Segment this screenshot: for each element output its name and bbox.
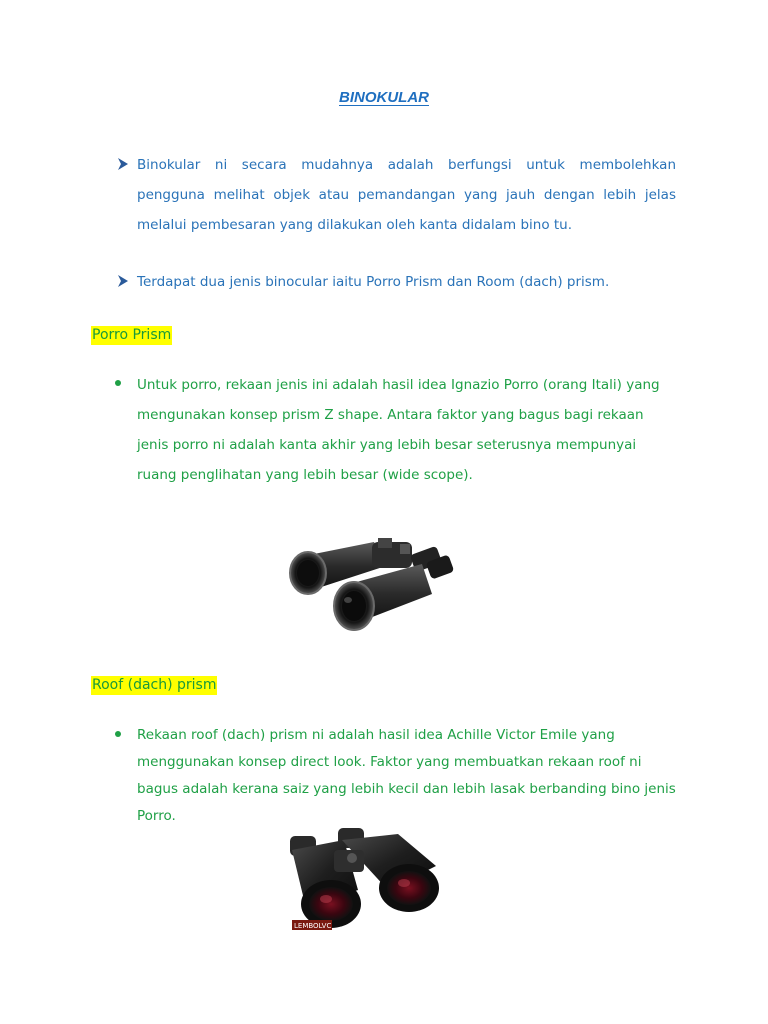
roof-paragraph: Rekaan roof (dach) prism ni adalah hasil idea Achille Victor Emile yang menggunakan konsep direct look. Faktor yang membuatkan rekaan roof ni bagus adalah kerana saiz yang lebih kecil dan lebih lasak berbanding bino jenis Porro.: [137, 727, 676, 824]
roof-binocular-image: [286, 826, 446, 934]
intro-paragraph-2: Terdapat dua jenis binocular iaitu Porro Prism dan Room (dach) prism.: [137, 274, 610, 290]
porro-binocular-image: [282, 528, 460, 634]
intro-paragraph-1: Binokular ni secara mudahnya adalah berfungsi untuk membolehkan pengguna melihat objek atau pemandangan yang jauh dengan lebih jelas melalui pembesaran yang dilakukan oleh kanta didalam bino tu.: [137, 157, 676, 233]
section-heading-roof: Roof (dach) prism: [92, 677, 217, 693]
section-heading-porro: Porro Prism: [92, 327, 172, 343]
title-text: BINOKULAR: [339, 89, 429, 106]
arrow-bullet-icon: [116, 157, 130, 171]
document-title: [0, 89, 768, 106]
dot-bullet-icon: [115, 380, 121, 386]
dot-bullet-icon: [115, 731, 121, 737]
image-caption: LEMBOLVC: [294, 922, 332, 930]
porro-paragraph: Untuk porro, rekaan jenis ini adalah hasil idea Ignazio Porro (orang Itali) yang mengunakan konsep prism Z shape. Antara faktor yang bagus bagi rekaan jenis porro ni adalah kanta akhir yang lebih besar seterusnya mempunyai ruang penglihatan yang lebih besar (wide scope).: [137, 377, 660, 483]
arrow-bullet-icon: [116, 274, 130, 288]
